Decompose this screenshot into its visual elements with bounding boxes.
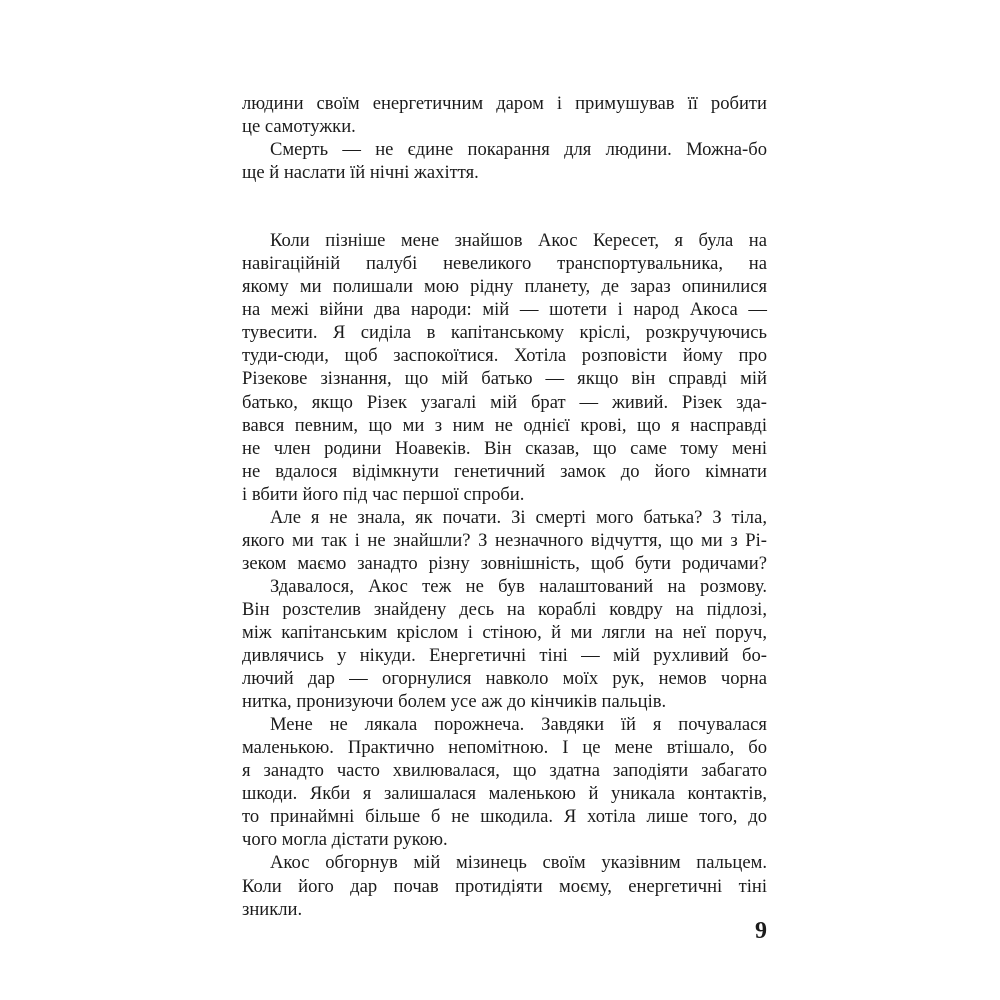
page-body-text [242,92,767,921]
text-line: зеком маємо занадто різну зовнішність, щоб бути родичами? [242,552,767,574]
text-line: Але я не знала, як почати. Зі смерті мого батька? З тіла, [270,506,767,528]
text-line: Здавалося, Акос теж не був налаштований на розмову. [270,575,767,597]
text-line: якого ми так і не знайшли? З незначного відчуття, що ми з Рі- [242,529,767,551]
text-line: зникли. [242,898,303,920]
text-line: то принаймні більше б не шкодила. Я хотіла лише того, до [242,806,767,828]
text-line: між капітанським кріслом і стіною, й ми лягли на неї поруч, [242,621,767,643]
text-line: Він розстелив знайдену десь на кораблі ковдру на підлозі, [242,598,767,620]
paragraph [242,138,767,184]
text-line: чого могла дістати рукою. [242,829,448,851]
text-line: я занадто часто хвилювалася, що здатна заподіяти забагато [242,760,767,782]
paragraph [242,92,767,138]
text-line: не член родини Ноавеків. Він сказав, що саме тому мені [242,437,767,459]
text-line: Різекове зізнання, що мій батько — якщо він справді мій [242,368,767,390]
text-line: шкоди. Якби я залишалася маленькою й уникала контактів, [242,783,767,805]
text-line: вався певним, що ми з ним не однієї крові, що я насправді [242,414,767,436]
text-line: Коли його дар почав протидіяти моєму, енергетичні тіні [242,875,767,897]
paragraph [242,713,767,851]
text-line: лючий дар — огорнулися навколо моїх рук, немов чорна [242,668,767,690]
text-line: Мене не лякала порожнеча. Завдяки їй я почувалася [270,714,767,736]
text-line: це самотужки. [242,116,356,138]
section-break [242,184,767,229]
text-line: нитка, пронизуючи болем усе аж до кінчиків пальців. [242,691,667,713]
text-line: дивлячись у нікуди. Енергетичні тіні — мій рухливий бо- [242,645,767,667]
text-line: батько, якщо Різек узагалі мій брат — живий. Різек зда- [242,391,767,413]
text-line: тувесити. Я сиділа в капітанському кріслі, розкручуючись [242,322,767,344]
text-line: Акос обгорнув мій мізинець своїм указівним пальцем. [270,852,767,874]
text-line: туди-сюди, щоб заспокоїтися. Хотіла розповісти йому про [242,345,767,367]
text-line: маленькою. Практично непомітною. І це мене втішало, бо [242,737,767,759]
text-line: ще й наслати їй нічні жахіття. [242,162,479,184]
page-number: 9 [755,918,767,944]
paragraph [242,506,767,575]
text-line: не вдалося відімкнути генетичний замок до його кімнати [242,460,767,482]
paragraph [242,229,767,506]
text-line: Смерть — не єдине покарання для людини. Можна-бо [270,139,767,161]
text-line: людини своїм енергетичним даром і примушував її робити [242,93,767,114]
paragraph [242,575,767,713]
text-line: Коли пізніше мене знайшов Акос Кересет, я була на [270,230,767,252]
text-line: навігаційній палубі невеликого транспортувальника, на [242,253,767,275]
text-line: якому ми полишали мою рідну планету, де зараз опинилися [242,276,767,298]
paragraph [242,851,767,920]
text-line: і вбити його під час першої спроби. [242,483,525,505]
text-line: на межі війни два народи: мій — шотети і народ Акоса — [242,299,767,321]
